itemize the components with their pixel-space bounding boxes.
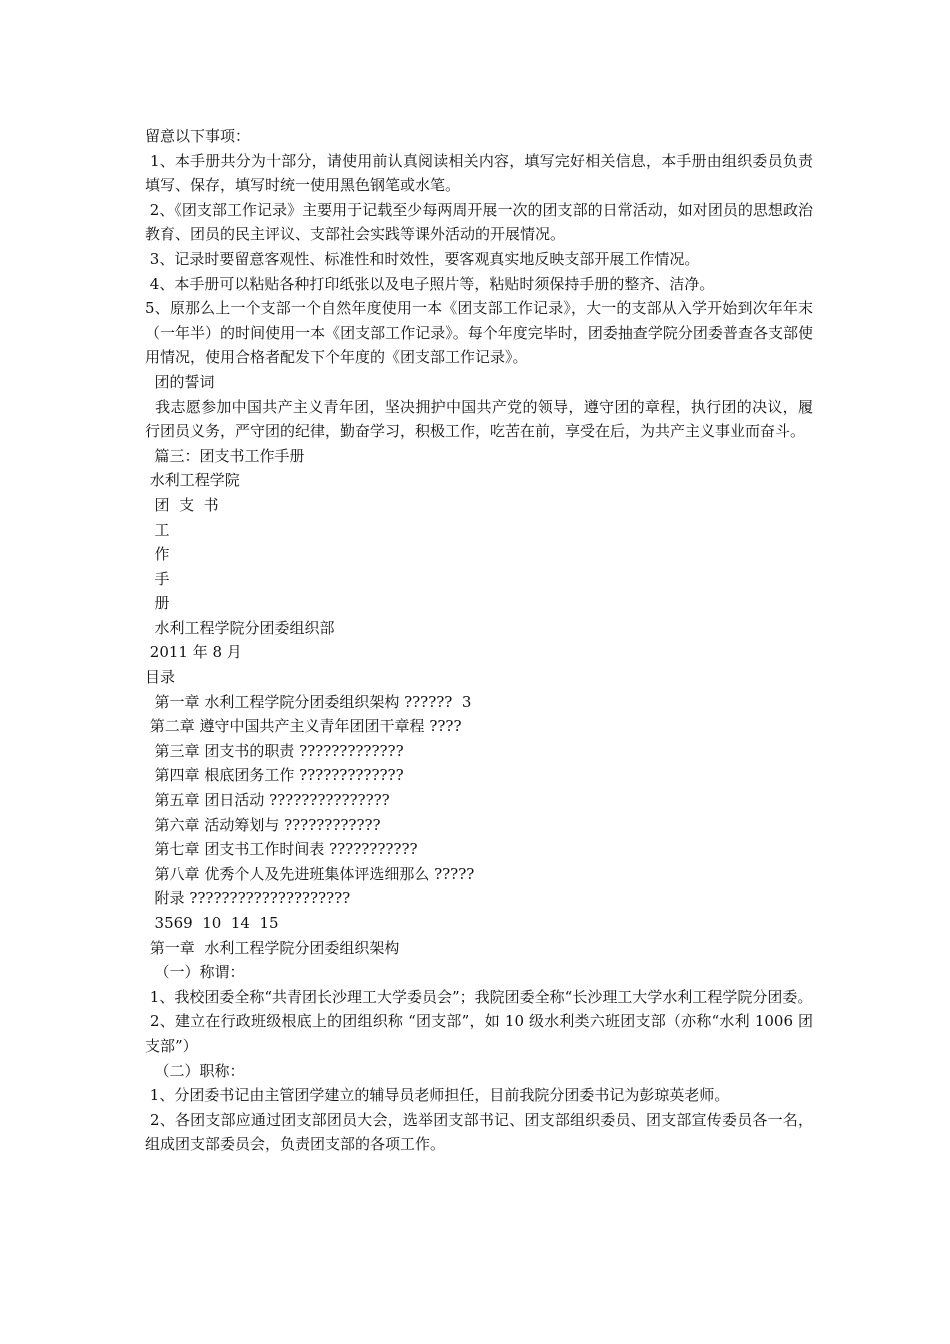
paragraph: 1、分团委书记由主管团学建立的辅导员老师担任，目前我院分团委书记为彭琼英老师。 bbox=[145, 1086, 730, 1105]
cover-title: 团 支 书 bbox=[145, 495, 219, 514]
section-title: 篇三：团支书工作手册 bbox=[145, 446, 305, 465]
paragraph: 1、我校团委全称“共青团长沙理工大学委员会”；我院团委全称“长沙理工大学水利工程学院分团委。 bbox=[145, 987, 813, 1006]
notice-item-1: 1、本手册共分为十部分，请使用前认真阅读相关内容，填写完好相关信息，本手册由组织委员负责填写、保存，填写时统一使用黑色钢笔或水笔。 bbox=[145, 151, 813, 195]
toc-entry: 第四章 根底团务工作 ????????????? bbox=[145, 766, 404, 785]
cover-school: 水利工程学院 bbox=[145, 471, 240, 490]
toc-entry: 附录 ???????????????????? bbox=[145, 889, 351, 908]
toc-entry: 第五章 团日活动 ??????????????? bbox=[145, 791, 390, 810]
toc-page-numbers: 3569 10 14 15 bbox=[145, 914, 279, 932]
oath-heading: 团的誓词 bbox=[145, 372, 215, 391]
toc-entry: 第七章 团支书工作时间表 ??????????? bbox=[145, 840, 418, 859]
cover-title-char: 工 bbox=[145, 520, 170, 539]
document-body bbox=[145, 124, 813, 1157]
cover-title-char: 手 bbox=[145, 569, 170, 588]
toc-entry: 第二章 遵守中国共产主义青年团团干章程 ???? bbox=[145, 717, 462, 736]
cover-title-char: 作 bbox=[145, 545, 170, 564]
toc-entry: 第八章 优秀个人及先进班集体评选细那么 ????? bbox=[145, 864, 475, 883]
toc-entry: 第一章 水利工程学院分团委组织架构 ?????? 3 bbox=[145, 692, 472, 711]
notice-item-5: 5、原那么上一个支部一个自然年度使用一本《团支部工作记录》，大一的支部从入学开始到次年年末（一年半）的时间使用一本《团支部工作记录》。每个年度完毕时，团委抽查学院分团委普查各支部使用情况，使用合格者配发下个年度的《团支部工作记录》。 bbox=[145, 299, 813, 367]
notice-item-4: 4、本手册可以粘贴各种打印纸张以及电子照片等，粘贴时须保持手册的整齐、洁净。 bbox=[145, 274, 715, 293]
oath-text: 我志愿参加中国共产主义青年团，坚决拥护中国共产党的领导，遵守团的章程，执行团的决议，履行团员义务，严守团的纪律，勤奋学习，积极工作，吃苦在前，享受在后，为共产主义事业而奋斗。 bbox=[145, 397, 813, 441]
subsection-heading: （一）称谓： bbox=[145, 963, 245, 982]
cover-title-char: 册 bbox=[145, 594, 170, 613]
toc-entry: 第三章 团支书的职责 ????????????? bbox=[145, 741, 404, 760]
notice-heading: 留意以下事项： bbox=[145, 127, 251, 145]
cover-department: 水利工程学院分团委组织部 bbox=[145, 618, 335, 637]
chapter-heading: 第一章 水利工程学院分团委组织架构 bbox=[145, 938, 400, 957]
toc-entry: 第六章 活动筹划与 ???????????? bbox=[145, 815, 381, 834]
paragraph: 2、建立在行政班级根底上的团组织称 “团支部”，如 10 级水利类六班团支部（亦称“水利 1006 团支部”） bbox=[145, 1012, 813, 1055]
cover-date: 2011 年 8 月 bbox=[145, 643, 242, 662]
paragraph: 2、各团支部应通过团支部团员大会，选举团支部书记、团支部组织委员、团支部宣传委员各一名，组成团支部委员会，负责团支部的各项工作。 bbox=[145, 1110, 813, 1154]
notice-item-3: 3、记录时要留意客观性、标准性和时效性，要客观真实地反映支部开展工作情况。 bbox=[145, 249, 700, 268]
toc-heading: 目录 bbox=[145, 668, 176, 687]
notice-item-2: 2、《团支部工作记录》主要用于记载至少每两周开展一次的团支部的日常活动，如对团员的思想政治教育、团员的民主评议、支部社会实践等课外活动的开展情况。 bbox=[145, 200, 813, 244]
subsection-heading: （二）职称： bbox=[145, 1061, 245, 1080]
